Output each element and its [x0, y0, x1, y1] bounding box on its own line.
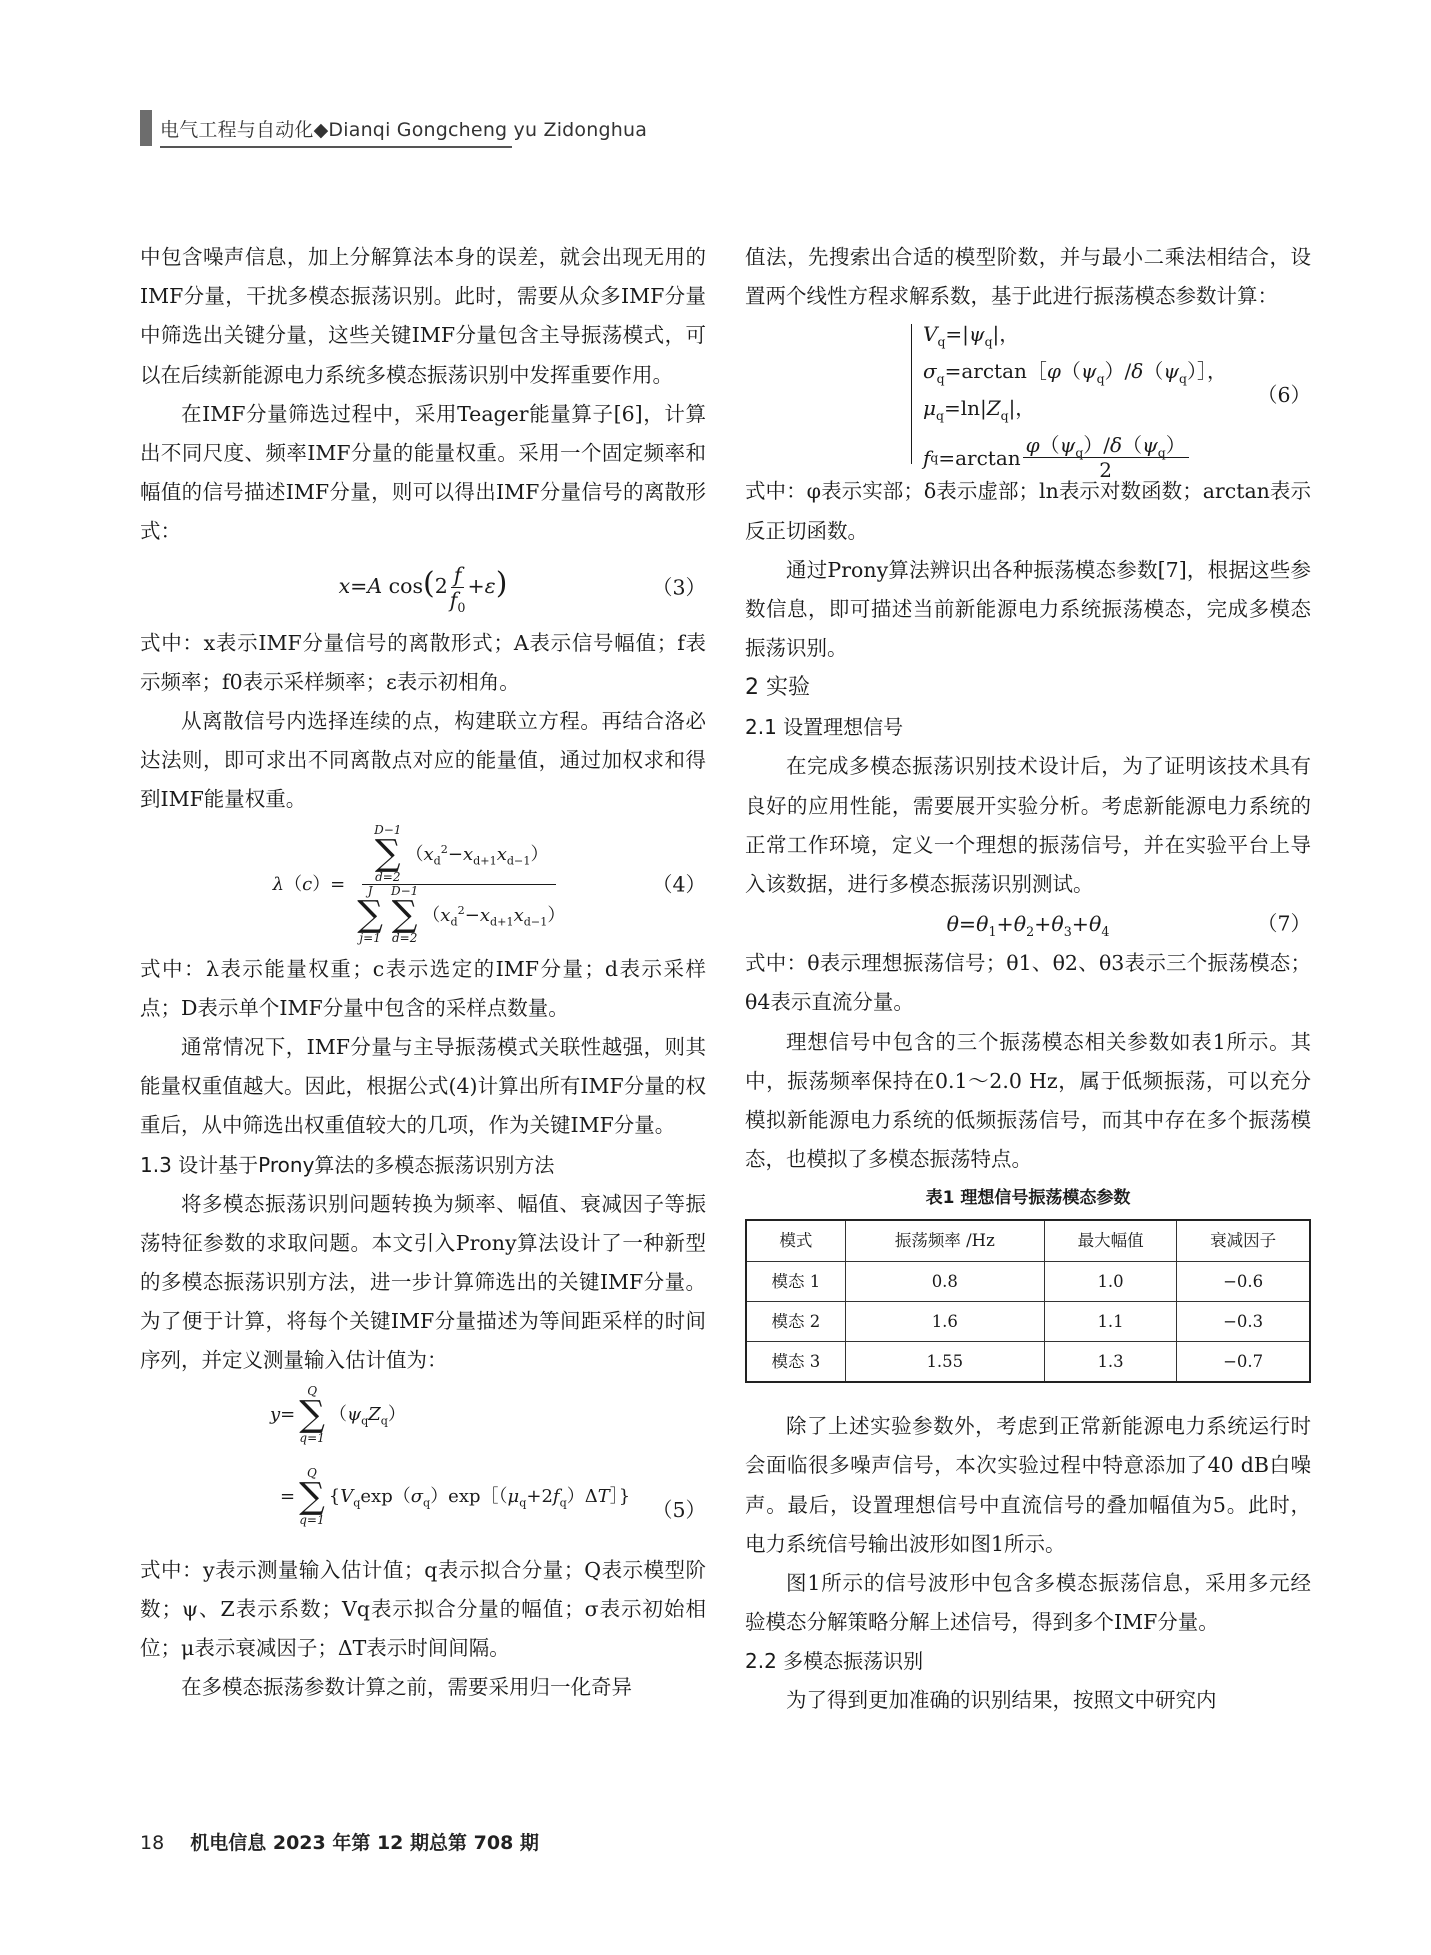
right-paragraph-7: 除了上述实验参数外，考虑到正常新能源电力系统运行时会面临很多噪声信号，本次实验过程中特意添加了40 dB白噪声。最后，设置理想信号中直流信号的叠加幅值为5。此时，电力系统信号输出波形如图1所示。: [745, 1414, 1311, 1556]
table-cell: 1.1: [1044, 1301, 1176, 1341]
table-cell: 1.55: [845, 1342, 1044, 1383]
table-header-cell: 模式: [746, 1220, 845, 1261]
equation-5-number: （5）: [651, 1497, 706, 1522]
equation-6: $V_q=|\psi_q|$， $\sigma_q=\arctan[\varphi(\psi_q)/\delta(\psi_q)]$， $\mu_q=\ln|Z_q|$， f q =arctan $\frac{\varphi(\psi_q)/\delta(\psi_q)}{2}$ （6）: [745, 316, 1311, 472]
left-paragraph-7: 将多模态振荡识别问题转换为频率、幅值、衰减因子等振荡特征参数的求取问题。本文引入Prony算法设计了一种新型的多模态振荡识别方法，进一步计算筛选出的关键IMF分量。为了便于计算，将每个关键IMF分量描述为等间距采样的时间序列，并定义测量输入估计值为：: [140, 1191, 706, 1373]
equation-7: $\theta=\theta_1+\theta_2+\theta_3+\theta_4$ （7）: [745, 904, 1311, 944]
equation-3: x=A cos(2 $\frac{f}{f_0}$ +ε) （3）: [338, 563, 706, 616]
right-paragraph-6: 理想信号中包含的三个振荡模态相关参数如表1所示。其中，振荡频率保持在0.1～2.0 Hz，属于低频振荡，可以充分模拟新能源电力系统的低频振荡信号，而其中存在多个振荡模态，也模拟了多模态振荡特点。: [745, 1029, 1311, 1172]
left-paragraph-5: 式中：λ表示能量权重；c表示选定的IMF分量；d表示采样点；D表示单个IMF分量中包含的采样点数量。: [140, 956, 706, 1020]
table-cell: 1.6: [845, 1301, 1044, 1341]
equation-7-number: （7）: [1256, 911, 1311, 936]
section-heading-2-2: 2.2 多模态振荡识别: [745, 1649, 924, 1674]
table-cell: −0.6: [1177, 1261, 1310, 1301]
table-row: [746, 1301, 1310, 1341]
right-column: [745, 238, 1311, 1721]
table-header-cell: 最大幅值: [1044, 1220, 1176, 1261]
table-cell: 1.3: [1044, 1342, 1176, 1383]
right-paragraph-5: 式中：θ表示理想振荡信号；θ1、θ2、θ3表示三个振荡模态；θ4表示直流分量。: [745, 951, 1311, 1015]
equation-6-number: （6）: [1256, 383, 1311, 408]
left-column: [140, 238, 706, 1707]
table-cell: 1.0: [1044, 1261, 1176, 1301]
equation-4-number: （4）: [651, 872, 706, 897]
left-paragraph-6: 通常情况下，IMF分量与主导振荡模式关联性越强，则其能量权重值越大。因此，根据公式(4)计算出所有IMF分量的权重后，从中筛选出权重值较大的几项，作为关键IMF分量。: [140, 1035, 706, 1138]
table-header-cell: 衰减因子: [1177, 1220, 1310, 1261]
left-paragraph-8: 式中：y表示测量输入估计值；q表示拟合分量；Q表示模型阶数；ψ、Z表示系数；Vq表示拟合分量的幅值；σ表示初始相位；μ表示衰减因子；ΔT表示时间间隔。: [140, 1557, 706, 1661]
right-paragraph-3: 通过Prony算法辨识出各种振荡模态参数[7]，根据这些参数信息，即可描述当前新能源电力系统振荡模态，完成多模态振荡识别。: [745, 557, 1311, 661]
table-cell: 0.8: [845, 1261, 1044, 1301]
right-paragraph-1: 值法，先搜索出合适的模型阶数，并与最小二乘法相结合，设置两个线性方程求解系数，基于此进行振荡模态参数计算：: [745, 245, 1311, 309]
left-paragraph-9: 在多模态振荡参数计算之前，需要采用归一化奇异: [181, 1675, 632, 1700]
equation-3-number: （3）: [651, 575, 706, 600]
right-paragraph-9: 为了得到更加准确的识别结果，按照文中研究内: [786, 1688, 1217, 1713]
table-row: [746, 1261, 1310, 1301]
right-paragraph-2: 式中：φ表示实部；δ表示虚部；ln表示对数函数；arctan表示反正切函数。: [745, 479, 1311, 543]
table-caption: 表1 理想信号振荡模态参数: [925, 1188, 1131, 1209]
left-paragraph-4: 从离散信号内选择连续的点，构建联立方程。再结合洛必达法则，即可求出不同离散点对应的能量值，通过加权求和得到IMF能量权重。: [140, 709, 706, 812]
table-row: [746, 1342, 1310, 1383]
table-header-cell: 振荡频率 /Hz: [845, 1220, 1044, 1261]
table-cell: 模态 1: [746, 1261, 845, 1301]
page-number: 18: [140, 1832, 165, 1854]
equation-6-brace: [911, 324, 919, 464]
header-underline: [160, 146, 512, 148]
header-bar: [140, 110, 152, 146]
right-paragraph-4: 在完成多模态振荡识别技术设计后，为了证明该技术具有良好的应用性能，需要展开实验分析。考虑新能源电力系统的正常工作环境，定义一个理想的振荡信号，并在实验平台上导入该数据，进行多模态振荡识别测试。: [745, 754, 1311, 897]
mode-parameter-table: [745, 1219, 1311, 1383]
section-heading-2: 2 实验: [745, 675, 810, 701]
left-paragraph-2: 在IMF分量筛选过程中，采用Teager能量算子[6]，计算出不同尺度、频率IMF分量的能量权重。采用一个固定频率和幅值的信号描述IMF分量，则可以得出IMF分量信号的离散形式：: [140, 401, 706, 544]
journal-issue: 机电信息 2023 年第 12 期总第 708 期: [190, 1832, 539, 1854]
page-footer: [140, 1828, 539, 1855]
table-cell: 模态 3: [746, 1342, 845, 1383]
section-heading-1-3: 1.3 设计基于Prony算法的多模态振荡识别方法: [140, 1152, 555, 1177]
table-header-row: [746, 1220, 1310, 1261]
equation-5: y = Q ∑ q=1 $(\psi_qZ_q)$ = Q ∑ q=1 $\{V_q\exp(\sigma_q)\exp[(\mu_q+2f_q)\Delta T]\}$ （5）: [140, 1381, 706, 1551]
table-cell: −0.7: [1177, 1342, 1310, 1383]
left-paragraph-3: 式中：x表示IMF分量信号的离散形式；A表示信号幅值；f表示频率；f0表示采样频率；ε表示初相角。: [140, 630, 706, 694]
section-heading-2-1: 2.1 设置理想信号: [745, 715, 904, 740]
running-title: 电气工程与自动化◆Dianqi Gongcheng yu Zidonghua: [160, 118, 648, 141]
equation-4: λ（c）= D−1 ∑ d=2 $(x_d^2-x_{d+1}x_{d-1})$ J ∑ j=1 D−1 ∑ d=2 $(x_d^2-x_{d+1}x_{d-1})$ （4）: [272, 823, 706, 946]
running-header: [140, 110, 647, 146]
table-cell: 模态 2: [746, 1301, 845, 1341]
table-cell: −0.3: [1177, 1301, 1310, 1341]
left-paragraph-1: 中包含噪声信息，加上分解算法本身的误差，就会出现无用的IMF分量，干扰多模态振荡识别。此时，需要从众多IMF分量中筛选出关键分量，这些关键IMF分量包含主导振荡模式，可以在后续新能源电力系统多模态振荡识别中发挥重要作用。: [140, 245, 706, 387]
right-paragraph-8: 图1所示的信号波形中包含多模态振荡信息，采用多元经验模态分解策略分解上述信号，得到多个IMF分量。: [745, 1571, 1311, 1635]
